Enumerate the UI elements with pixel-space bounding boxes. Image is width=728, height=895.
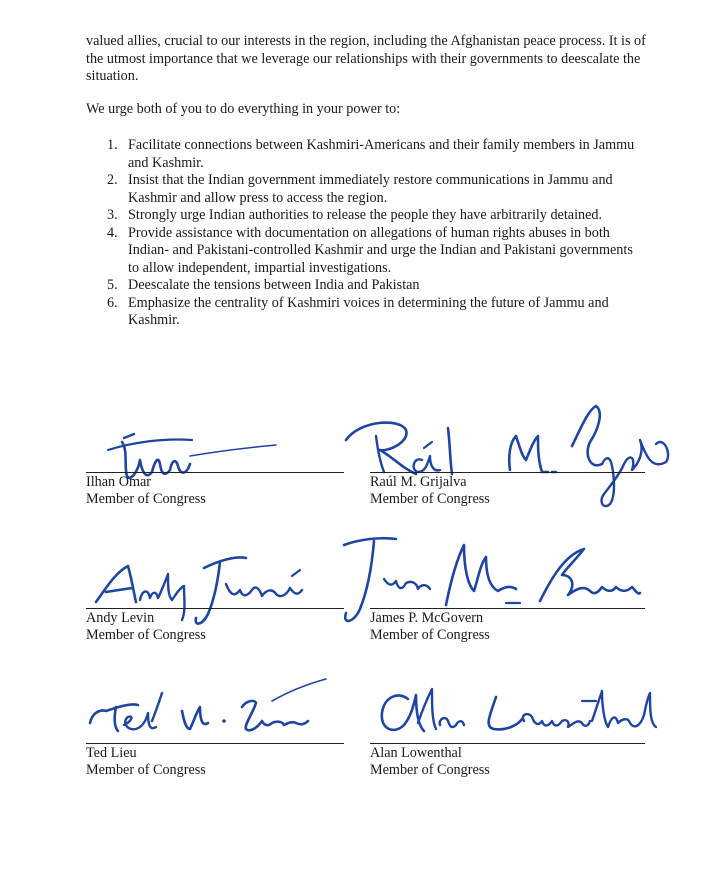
list-item: 1. Facilitate connections between Kashmiri-Americans and their family members in Jammu and Kashmir. [107,137,635,171]
signatory-name: Ted Lieu [86,745,137,761]
list-item: 5. Deescalate the tensions between India and Pakistan [107,277,420,293]
signature-block-mcgovern [370,535,650,645]
body-paragraph-1: valued allies, crucial to our interests in the region, including the Afghanistan peace process. It is of the utmost importance that we leverage our relationships with their governments to deescalate the situation. [86,33,646,84]
list-item: 2. Insist that the Indian government immediately restore communications in Jammu and Kashmir and allow press to access the region. [107,172,613,206]
signature-line [370,743,645,744]
signatory-name: James P. McGovern [370,610,484,626]
signatory-title: Member of Congress [370,627,490,643]
signatory-title: Member of Congress [370,491,490,507]
signature-line [86,472,344,473]
signature-line [86,743,344,744]
signatory-title: Member of Congress [86,491,206,507]
signature-block-lowenthal [370,675,650,785]
list-item: 3. Strongly urge Indian authorities to release the people they have arbitrarily detained. [107,207,603,223]
signature-block-grijalva [370,400,650,510]
list-item: 4. Provide assistance with documentation on allegations of human rights abuses in both Indian- and Pakistani-controlled Kashmir and urge the Indian and Pakistani governments to allow independent, impartial investigations. [107,224,633,276]
signatory-name: Ilhan Omar [86,474,152,490]
signatory-title: Member of Congress [370,762,490,778]
signature-line [86,608,344,609]
signatory-title: Member of Congress [86,627,206,643]
signatory-name: Andy Levin [86,610,155,626]
signatory-title: Member of Congress [86,762,206,778]
signatory-name: Raúl M. Grijalva [370,474,467,490]
signature-block-levin [86,540,366,650]
handwritten-signature [86,677,336,747]
signature-block-omar [86,410,366,510]
signatory-name: Alan Lowenthal [370,745,462,761]
requests-list [86,137,646,330]
handwritten-signature [378,675,658,745]
list-item: 6. Emphasize the centrality of Kashmiri voices in determining the future of Jammu and Kashmir. [107,294,609,328]
signature-block-lieu [86,675,366,785]
signature-line [370,608,645,609]
body-paragraph-2: We urge both of you to do everything in your power to: [86,101,401,117]
signature-line [370,472,645,473]
